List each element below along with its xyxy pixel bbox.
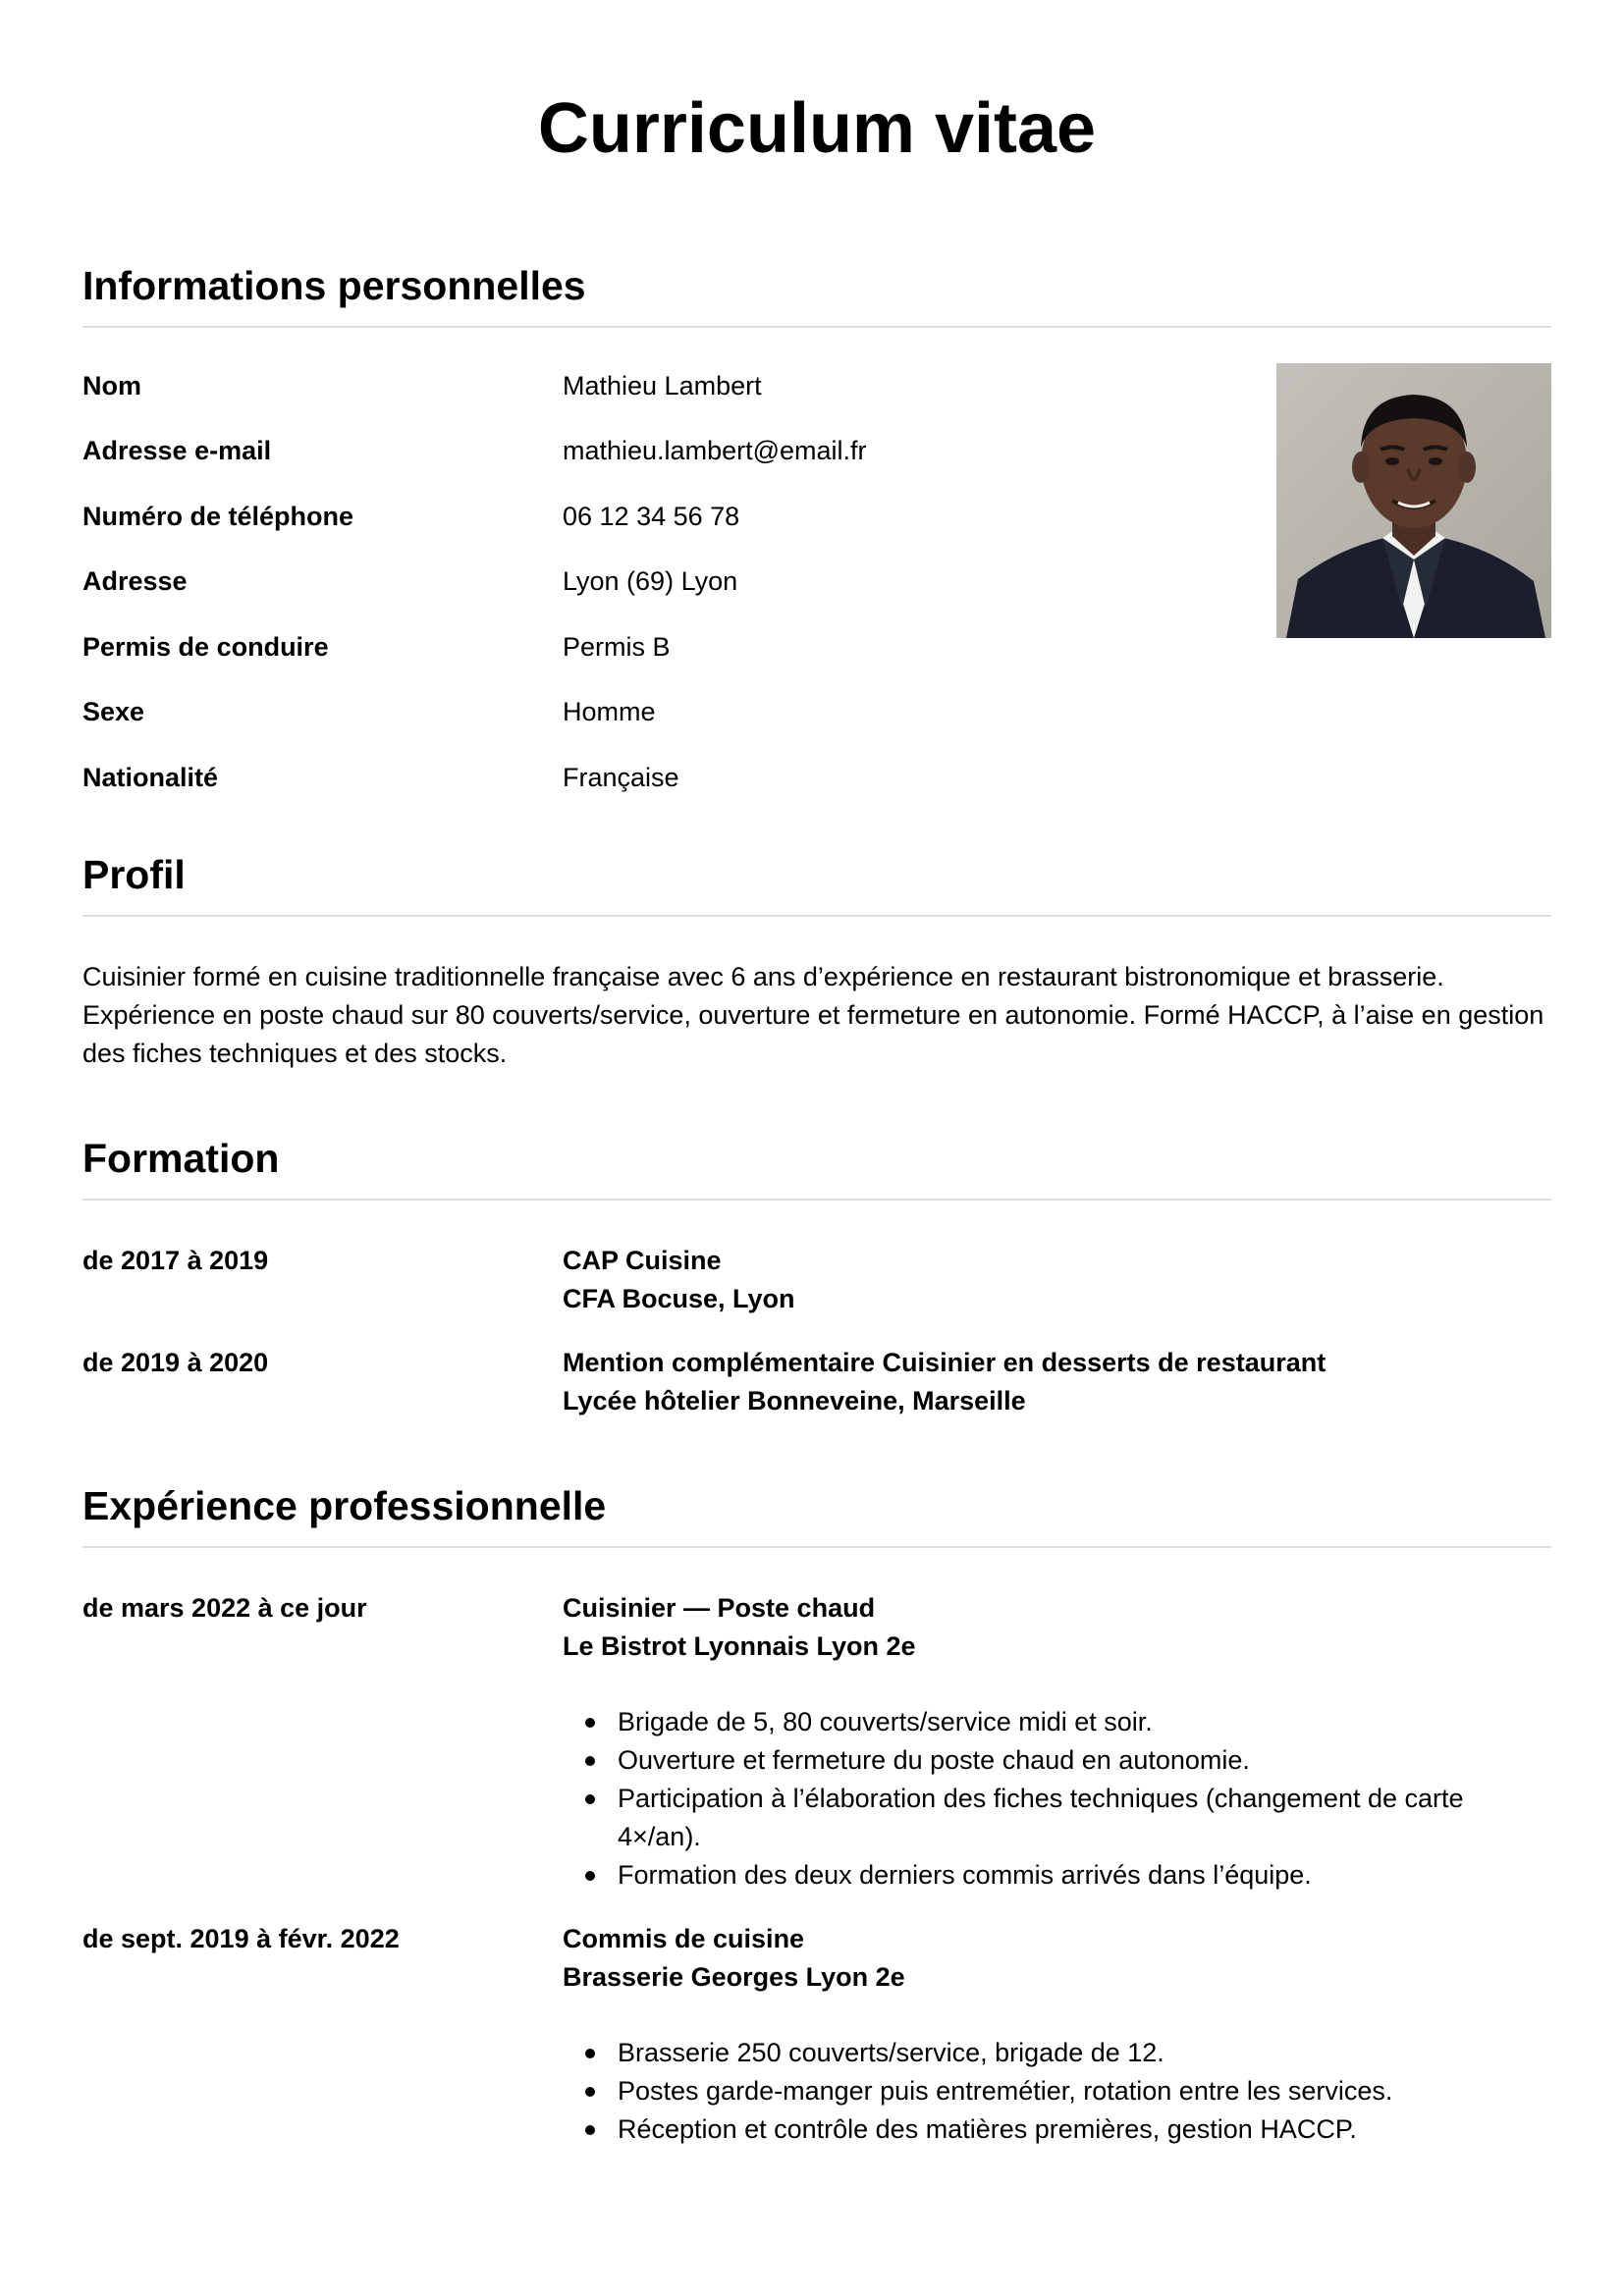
bullet-icon <box>585 2049 595 2058</box>
info-label: Sexe <box>82 697 145 727</box>
list-item-text: Ouverture et fermeture du poste chaud en autonomie. <box>618 1744 1250 1775</box>
education-list <box>82 1242 1551 1420</box>
bullet-icon <box>585 1871 595 1881</box>
bullet-icon <box>585 1718 595 1728</box>
entry-title: Commis de cuisine <box>563 1923 805 1953</box>
list-item <box>563 1741 1512 1780</box>
list-item-text: Brigade de 5, 80 couverts/service midi et soir. <box>618 1706 1153 1736</box>
task-list <box>563 2034 1512 2149</box>
list-item-text: Brasserie 250 couverts/service, brigade de 12. <box>618 2037 1164 2067</box>
task-list <box>563 1703 1512 1895</box>
list-item <box>563 1780 1512 1856</box>
list-item <box>563 2110 1512 2149</box>
info-label: Nom <box>82 370 141 400</box>
info-value: Lyon (69) Lyon <box>563 566 738 597</box>
info-label: Permis de conduire <box>82 631 329 662</box>
list-item <box>563 2072 1512 2110</box>
bullet-icon <box>585 1756 595 1766</box>
info-value: Française <box>563 762 679 792</box>
bullet-icon <box>585 2087 595 2097</box>
info-label: Adresse <box>82 566 188 597</box>
entry-date: de mars 2022 à ce jour <box>82 1592 367 1623</box>
document-title: Curriculum vitae <box>537 89 1097 168</box>
section-heading-experience: Expérience professionnelle <box>82 1481 1551 1548</box>
info-label: Nationalité <box>82 762 219 792</box>
experience-list <box>82 1589 1551 2149</box>
profile-summary: Cuisinier formé en cuisine traditionnelle française avec 6 ans d’expérience en restaurant bistronomique et brasserie. Expérience en poste chaud sur 80 couverts/service, ouverture et fermeture en autonomie. Formé HACCP, à l’aise en gestion des fiches techniques et des stocks. <box>82 961 1544 1068</box>
bullet-icon <box>585 1794 595 1804</box>
cv-page <box>82 0 1551 2149</box>
list-item-text: Postes garde-manger puis entremétier, rotation entre les services. <box>618 2075 1393 2106</box>
entry-title: Mention complémentaire Cuisinier en desserts de restaurant <box>563 1347 1326 1377</box>
entry-body <box>563 1242 1551 1318</box>
entry-title: CAP Cuisine <box>563 1245 722 1275</box>
entry-place: Le Bistrot Lyonnais Lyon 2e <box>563 1630 916 1661</box>
info-value: 06 12 34 56 78 <box>563 501 740 531</box>
info-row-gender <box>82 680 1551 746</box>
list-item-text: Participation à l’élaboration des fiches techniques (changement de carte 4×/an). <box>618 1783 1464 1851</box>
entry-body <box>563 1589 1551 1895</box>
entry-date: de sept. 2019 à févr. 2022 <box>82 1923 400 1953</box>
experience-entry <box>82 1920 1551 2149</box>
section-heading-profile: Profil <box>82 850 1551 917</box>
education-entry <box>82 1344 1551 1420</box>
list-item-text: Réception et contrôle des matières premières, gestion HACCP. <box>618 2113 1357 2144</box>
list-item <box>563 1856 1512 1895</box>
experience-entry <box>82 1589 1551 1895</box>
info-row-nationality <box>82 745 1551 811</box>
info-label: Adresse e-mail <box>82 436 272 466</box>
profile-photo <box>1276 363 1551 638</box>
entry-place: Lycée hôtelier Bonneveine, Marseille <box>563 1385 1026 1415</box>
bullet-icon <box>585 2125 595 2135</box>
list-item <box>563 1703 1512 1741</box>
entry-place: CFA Bocuse, Lyon <box>563 1283 795 1313</box>
info-label: Numéro de téléphone <box>82 501 354 531</box>
info-value: Homme <box>563 697 656 727</box>
entry-body <box>563 1920 1551 2149</box>
entry-date: de 2017 à 2019 <box>82 1245 269 1275</box>
entry-body <box>563 1344 1551 1420</box>
education-entry <box>82 1242 1551 1318</box>
list-item <box>563 2034 1512 2072</box>
list-item-text: Formation des deux derniers commis arrivés dans l’équipe. <box>618 1859 1312 1890</box>
entry-title: Cuisinier — Poste chaud <box>563 1592 876 1623</box>
section-heading-personal: Informations personnelles <box>82 261 1551 328</box>
entry-date: de 2019 à 2020 <box>82 1347 269 1377</box>
info-value: Permis B <box>563 631 671 662</box>
info-value: mathieu.lambert@email.fr <box>563 436 867 466</box>
personal-info-block <box>82 353 1551 811</box>
entry-place: Brasserie Georges Lyon 2e <box>563 1961 905 1992</box>
portrait-illustration <box>1276 363 1551 638</box>
section-heading-education: Formation <box>82 1134 1551 1201</box>
info-value: Mathieu Lambert <box>563 370 762 400</box>
